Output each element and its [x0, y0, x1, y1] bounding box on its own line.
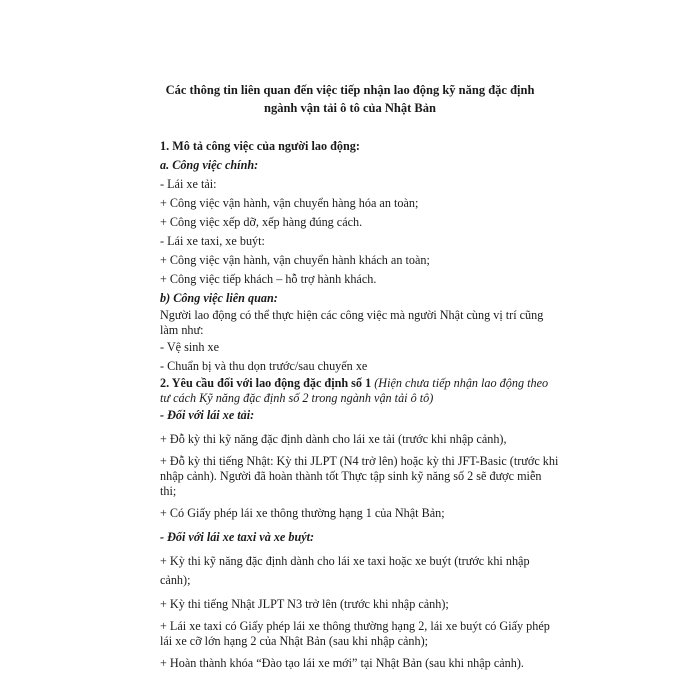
- section-2-heading-block: [160, 376, 560, 406]
- document-body: [160, 137, 560, 673]
- section-2-heading: 2. Yêu cầu đối với lao động đặc định số 1: [160, 376, 372, 390]
- list-item: + Công việc tiếp khách – hỗ trợ hành khách.: [160, 272, 377, 286]
- list-item: - Lái xe tải:: [160, 177, 217, 191]
- list-item: - Lái xe taxi, xe buýt:: [160, 234, 265, 248]
- section-1a-subheading: a. Công việc chính:: [160, 158, 259, 172]
- list-item: - Vệ sinh xe: [160, 340, 220, 354]
- list-item: + Lái xe taxi có Giấy phép lái xe thông thường hạng 2, lái xe buýt có Giấy phép lái xe cỡ lớn hạng 2 của Nhật Bản (sau khi nhập cảnh);: [160, 619, 550, 648]
- list-item: + Có Giấy phép lái xe thông thường hạng 1 của Nhật Bản;: [160, 506, 445, 520]
- list-item: + Công việc xếp dỡ, xếp hàng đúng cách.: [160, 215, 363, 229]
- list-item: + Hoàn thành khóa “Đào tạo lái xe mới” tại Nhật Bản (sau khi nhập cảnh).: [160, 656, 524, 670]
- list-item: + Đỗ kỳ thi tiếng Nhật: Kỳ thi JLPT (N4 trở lên) hoặc kỳ thi JFT-Basic (trước khi nhập cảnh). Người đã hoàn thành tốt Thực tập sinh kỹ năng số 2 sẽ được miễn thi;: [160, 454, 559, 498]
- list-item: + Kỳ thi tiếng Nhật JLPT N3 trở lên (trước khi nhập cảnh);: [160, 597, 449, 611]
- truck-subheading: - Đối với lái xe tải:: [160, 408, 255, 422]
- list-item: + Kỳ thi kỹ năng đặc định dành cho lái xe taxi hoặc xe buýt (trước khi nhập cảnh);: [160, 554, 530, 587]
- list-item: + Công việc vận hành, vận chuyển hành khách an toàn;: [160, 253, 430, 267]
- list-item: - Chuẩn bị và thu dọn trước/sau chuyến xe: [160, 359, 368, 373]
- list-item: + Đỗ kỳ thi kỹ năng đặc định dành cho lái xe tải (trước khi nhập cảnh),: [160, 432, 507, 446]
- section-1b-subheading: b) Công việc liên quan:: [160, 291, 278, 305]
- section-1b-paragraph: Người lao động có thể thực hiện các công việc mà người Nhật cùng vị trí cũng làm như:: [160, 308, 544, 337]
- taxi-subheading: - Đối với lái xe taxi và xe buýt:: [160, 530, 315, 544]
- list-item: + Công việc vận hành, vận chuyển hàng hóa an toàn;: [160, 196, 419, 210]
- section-2-note: (Hiện chưa tiếp nhận lao động theo tư cách Kỹ năng đặc định số 2 trong ngành vận tải ô tô): [160, 376, 549, 405]
- document-title-line-1: Các thông tin liên quan đến việc tiếp nhận lao động kỹ năng đặc định: [165, 83, 535, 97]
- document-title-line-2: ngành vận tải ô tô của Nhật Bản: [264, 101, 436, 115]
- section-1-heading: 1. Mô tả công việc của người lao động:: [160, 139, 360, 153]
